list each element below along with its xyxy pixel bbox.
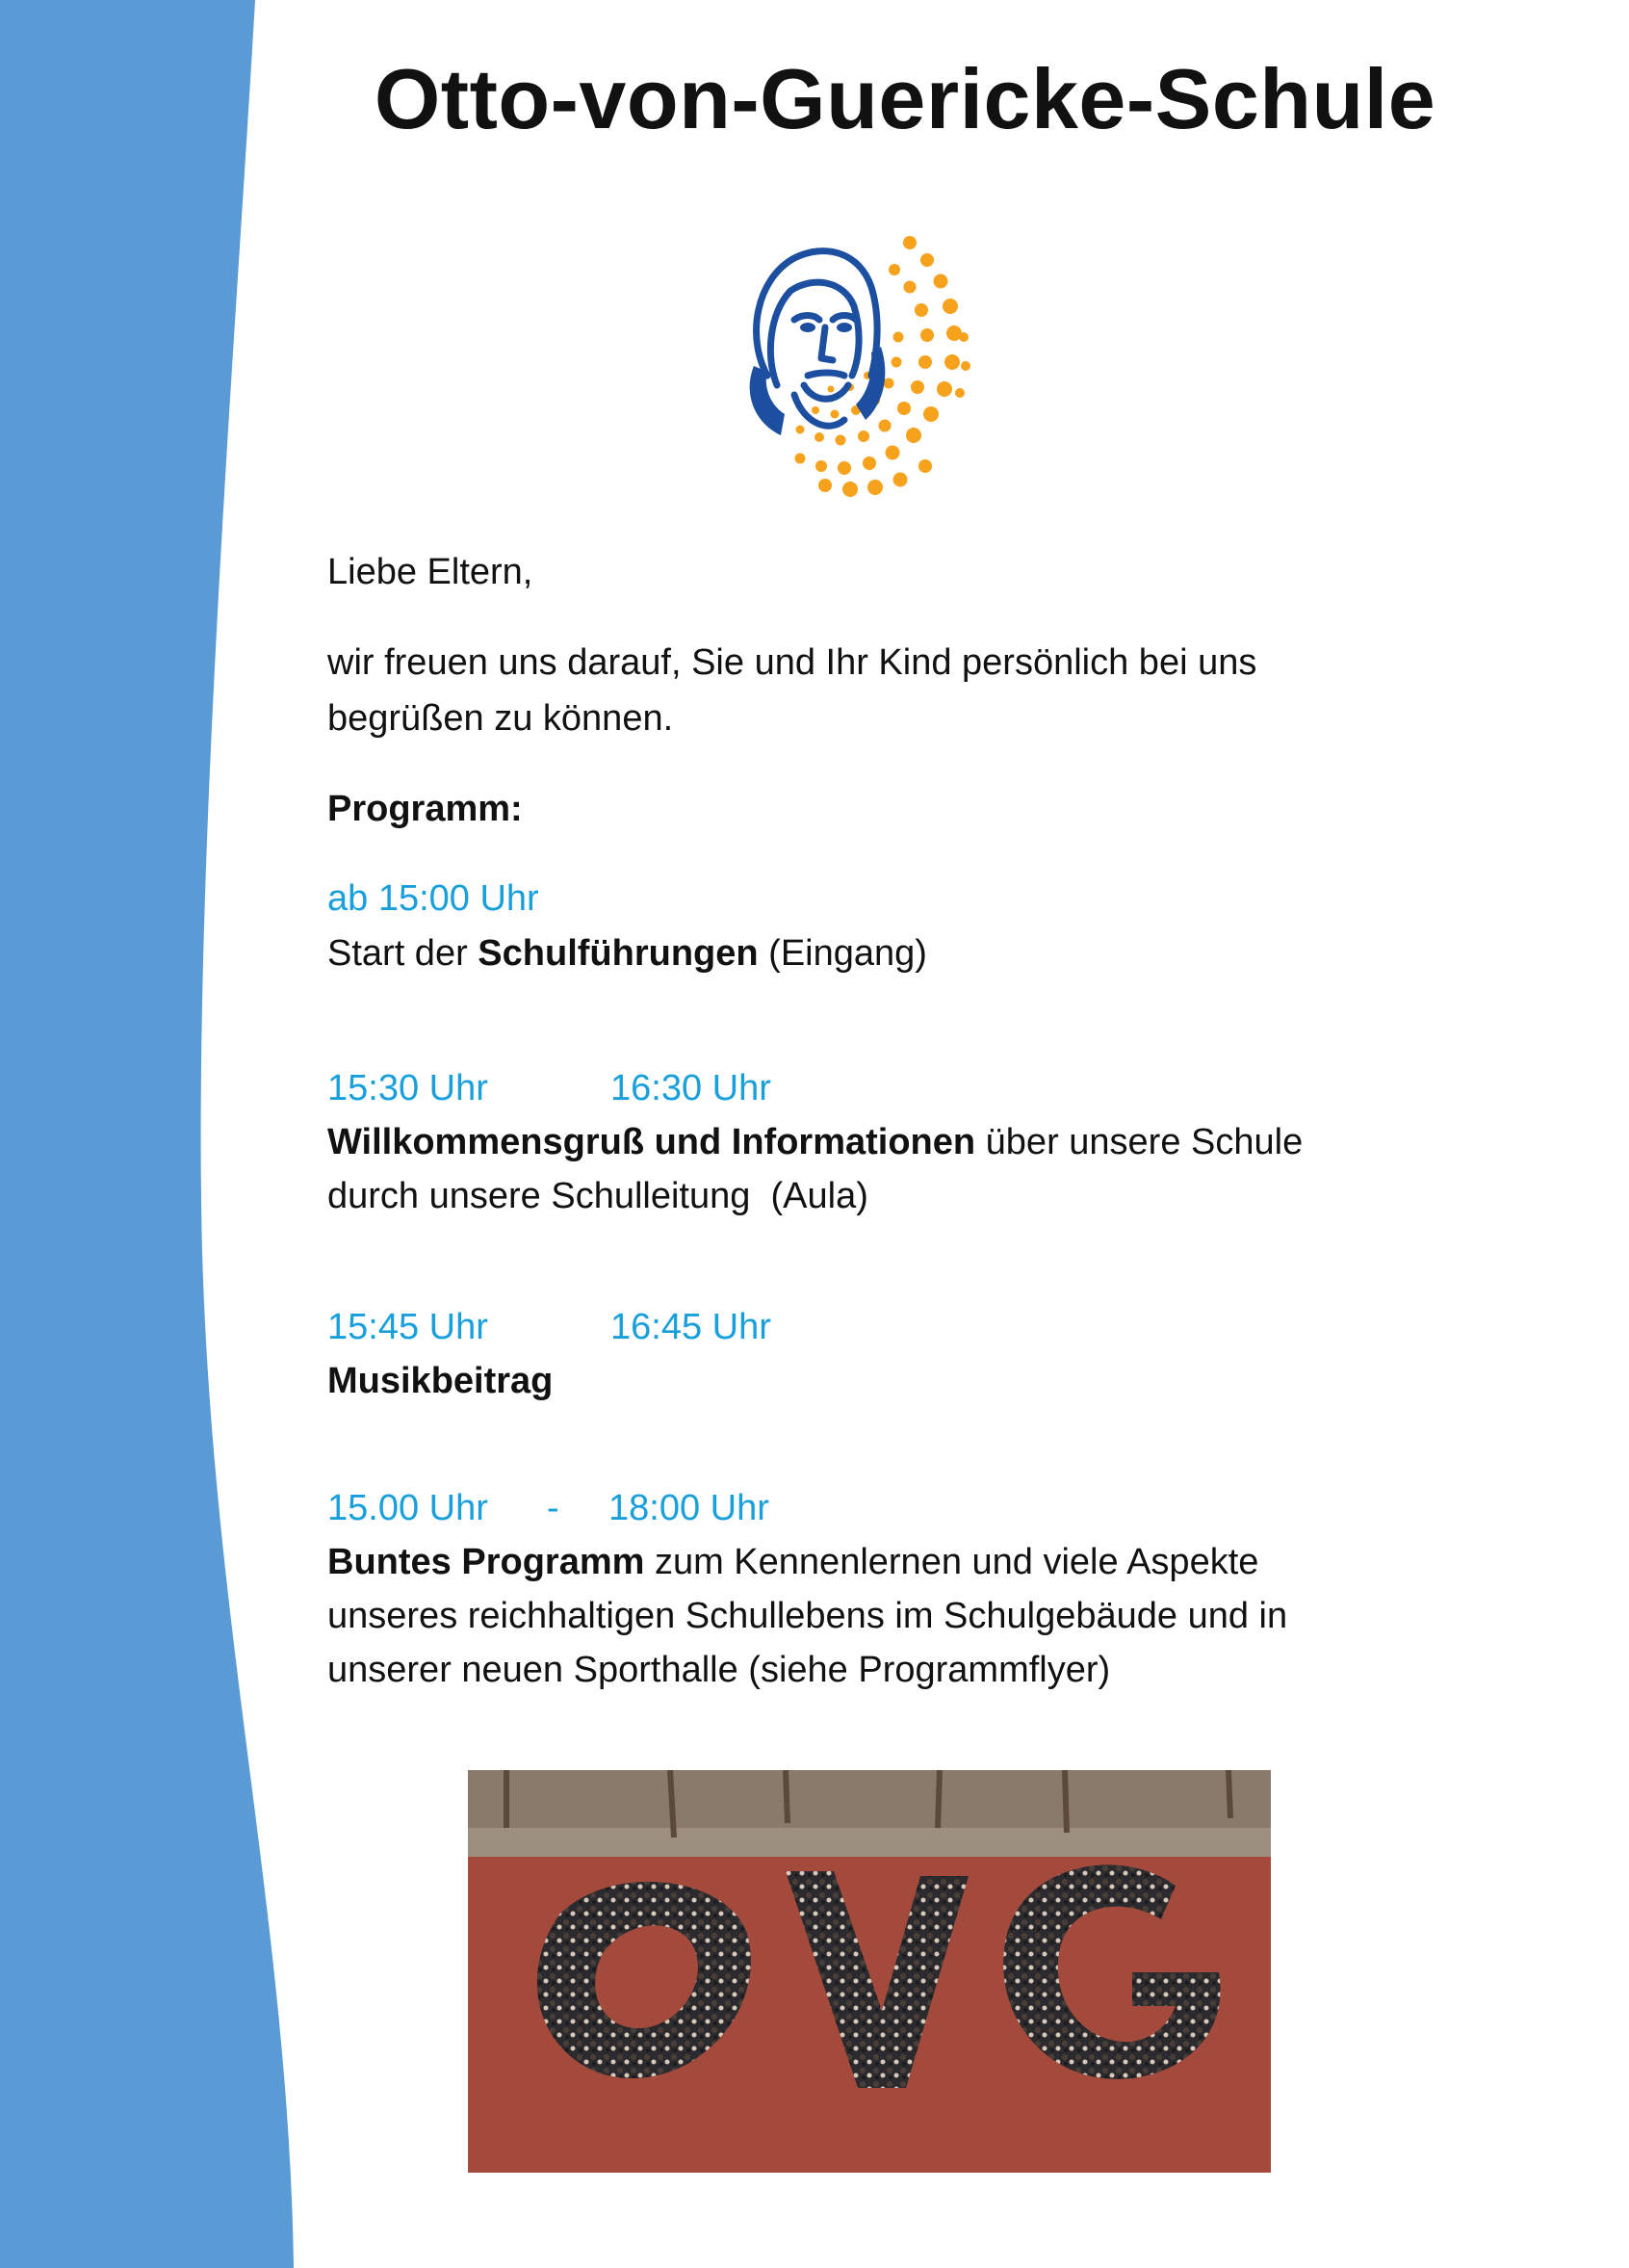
- program-1-suffix: (Eingang): [758, 933, 927, 974]
- program-3-line-1: Musikbeitrag: [327, 1361, 554, 1401]
- program-2-time-end: 16:30 Uhr: [610, 1068, 771, 1108]
- program-3-time-start: 15:45 Uhr: [327, 1307, 488, 1347]
- blue-wave-decoration: [0, 0, 308, 2268]
- program-2-line-2: durch unsere Schulleitung (Aula): [327, 1176, 868, 1216]
- program-1-line-1: [327, 926, 1435, 980]
- intro-line-1: wir freuen uns darauf, Sie und Ihr Kind persönlich bei uns: [327, 642, 1257, 683]
- program-4-line-3: unserer neuen Sporthalle (siehe Programmflyer): [327, 1650, 1111, 1690]
- program-3-time: [327, 1300, 1435, 1354]
- program-2-line-1: [327, 1115, 1435, 1169]
- program-1-time-start: ab 15:00 Uhr: [327, 878, 539, 919]
- program-4-suffix: zum Kennenlernen und viele Aspekte: [644, 1542, 1259, 1582]
- program-4-bold: Buntes Programm: [327, 1542, 645, 1582]
- program-1-time: [327, 872, 1435, 925]
- program-4-line-1: [327, 1535, 1435, 1589]
- program-1-bold: Schulführungen: [478, 933, 759, 974]
- program-2-time: [327, 1061, 1435, 1115]
- ovg-group-photo-icon: [468, 1770, 1271, 2173]
- program-2-bold: Willkommensgruß und Informationen: [327, 1122, 976, 1162]
- program-2-time-start: 15:30 Uhr: [327, 1068, 488, 1108]
- program-heading: Programm:: [327, 789, 523, 829]
- intro-line-2: begrüßen zu können.: [327, 698, 674, 739]
- program-4-line-2: unseres reichhaltigen Schullebens im Schulgebäude und in: [327, 1596, 1288, 1636]
- program-1-prefix: Start der: [327, 933, 478, 974]
- program-4-time-end: 18:00 Uhr: [608, 1488, 769, 1528]
- program-4-time-separator: -: [547, 1488, 559, 1528]
- program-3-time-end: 16:45 Uhr: [610, 1307, 771, 1347]
- greeting: Liebe Eltern,: [327, 552, 533, 592]
- school-logo-icon: [737, 231, 996, 510]
- program-2-suffix: über unsere Schule: [975, 1122, 1304, 1162]
- program-4-time: [327, 1481, 1435, 1535]
- program-4-time-start: 15.00 Uhr: [327, 1488, 488, 1528]
- page-title: Otto-von-Guericke-Schule: [374, 51, 1436, 146]
